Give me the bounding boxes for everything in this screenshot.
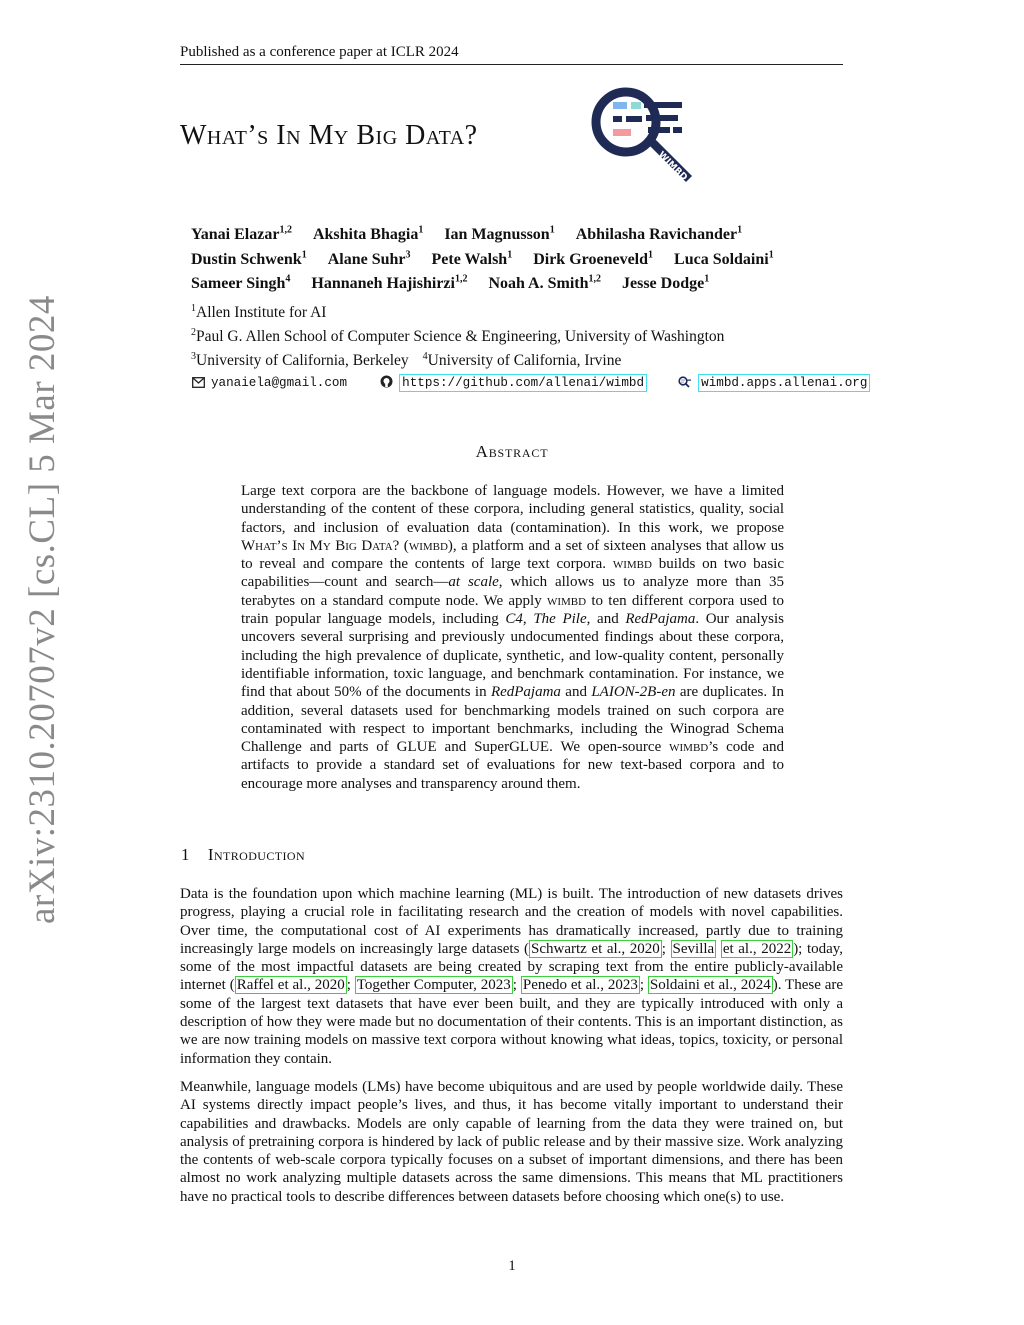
github-link[interactable]: https://github.com/allenai/wimbd: [399, 374, 647, 392]
intro-paragraph: Data is the foundation upon which machine learning (ML) is built. The introduction of new datasets drives progress, playing a crucial role in facilitating research and the creation of models with novel capabilities. Over time, the computational cost of AI experiments has dramatically increased, partly due to training increasingly large models on increasingly large datasets ( Schwartz et al., 2020 ; Sevilla et al., 2022 ); today, some of the most impactful datasets are being created by scraping text from the entire publicly-available internet ( Raffel et al., 2020 ; Together Computer, 2023 ; Penedo et al., 2023 ; Soldaini et al., 2024 ). These are some of the largest text datasets that have ever been built, and they are typically introduced with only a description of how they were made but no documentation of their contents. This is an important distinction, as we are now training models on massive text corpora without knowing what ideas, topics, toxicity, or personal information they contain.: [180, 886, 844, 1067]
author: Alane Suhr$^3$: [327, 249, 411, 268]
arxiv-stamp: arXiv:2310.20707v2 [cs.CL] 5 Mar 2024: [22, 295, 63, 924]
author: Ian Magnusson$^1$: [444, 225, 555, 244]
author: Noah A. Smith$^{1,2}$: [488, 273, 601, 292]
author: Hannaneh Hajishirzi$^{1,2}$: [311, 273, 468, 292]
abstract-text: Large text corpora are the backbone of language models. However, we have a limited understanding of the content of these corpora, including general statistics, quality, social factors, and inclusion of evaluation data (contamination). In this work, we propose What’s In My Big Data? (wimbd), a platform and a set of sixteen analyses that allow us to reveal and compare the contents of large text corpora. wimbd builds on two basic capabilities—count and search—at scale, which allows us to analyze more than 35 terabytes on a standard compute node. We apply wimbd to ten different corpora used to train popular language models, including C4, The Pile, and RedPajama. Our analysis uncovers several surprising and previously undocumented findings about these corpora, including the high prevalence of duplicate, synthetic, and low-quality content, personally identifiable information, toxic language, and benchmark contamination. For instance, we find that about 50% of the documents in RedPajama and LAION-2B-en are duplicates. In addition, several datasets used for benchmarking models trained on such corpora are contaminated with respect to important benchmarks, including the Winograd Schema Challenge and parts of GLUE and SuperGLUE. We open-source wimbd’s code and artifacts to provide a standard set of evaluations for new text-based corpora and to encourage more analyses and transparency around them.: [241, 483, 785, 792]
affiliation: $^3$University of California, Berkeley $^4$University of California, Irvine: [191, 351, 622, 370]
intro-paragraph-2: Meanwhile, language models (LMs) have become ubiquitous and are used by people worldwide daily. These AI systems directly impact people’s lives, and thus, it has become vitally important to understand their capabilities and drawbacks. Models are only capable of learning from the data they were trained on, but analysis of pretraining corpora is hindered by lack of public release and by their massive size. Work analyzing the contents of web-scale corpora typically focuses on a subset of important dimensions, and there has been almost no work analyzing multiple datasets across the same dimensions. This means that ML practitioners have no practical tools to describe differences between datasets before choosing which one(s) to use.: [180, 1079, 843, 1205]
citation-link[interactable]: Raffel et al., 2020: [236, 977, 345, 994]
author: Sameer Singh$^4$: [191, 273, 291, 292]
abstract-heading: Abstract: [475, 442, 549, 461]
author: Luca Soldaini$^1$: [674, 249, 774, 268]
author: Jesse Dodge$^1$: [622, 273, 710, 292]
citation-link[interactable]: Together Computer, 2023: [356, 977, 511, 994]
github-icon: [380, 375, 393, 392]
affiliation: $^1$Allen Institute for AI: [191, 303, 327, 322]
author: Dustin Schwenk$^1$: [191, 249, 307, 268]
citation-link[interactable]: et al., 2022: [722, 940, 792, 957]
author-row: [191, 270, 791, 294]
email-link[interactable]: yanaiela@gmail.com: [211, 376, 348, 390]
citation-link[interactable]: Schwartz et al., 2020: [531, 940, 660, 957]
running-header: Published as a conference paper at ICLR 2024: [180, 44, 843, 65]
author: Yanai Elazar$^{1,2}$: [191, 225, 292, 244]
contact-links: [192, 375, 870, 392]
citation-link[interactable]: Penedo et al., 2023: [522, 977, 638, 994]
website-link[interactable]: wimbd.apps.allenai.org: [698, 374, 870, 392]
citation-link[interactable]: Soldaini et al., 2024: [649, 977, 771, 994]
envelope-icon: [192, 377, 205, 392]
author-list: [191, 221, 791, 294]
paper-title: What’s In My Big Data?: [180, 120, 478, 151]
citation-link[interactable]: Sevilla: [672, 940, 715, 957]
author: Dirk Groeneveld$^1$: [533, 249, 654, 268]
author: Abhilasha Ravichander$^1$: [575, 225, 743, 244]
page-number: 1: [508, 1258, 516, 1274]
affiliation: $^2$Paul G. Allen School of Computer Science & Engineering, University of Washington: [191, 327, 725, 346]
magnifier-logo-icon: [588, 84, 698, 186]
logo-text: WIMBD: [655, 150, 689, 183]
section-heading: 1 Introduction: [181, 845, 306, 864]
wimbd-search-icon: [678, 376, 692, 392]
author: Pete Walsh$^1$: [431, 249, 513, 268]
wimbd-logo: [588, 84, 698, 191]
author-row: [191, 245, 791, 269]
author-row: [191, 221, 791, 245]
author: Akshita Bhagia$^1$: [312, 225, 424, 244]
affiliations: [191, 299, 724, 371]
